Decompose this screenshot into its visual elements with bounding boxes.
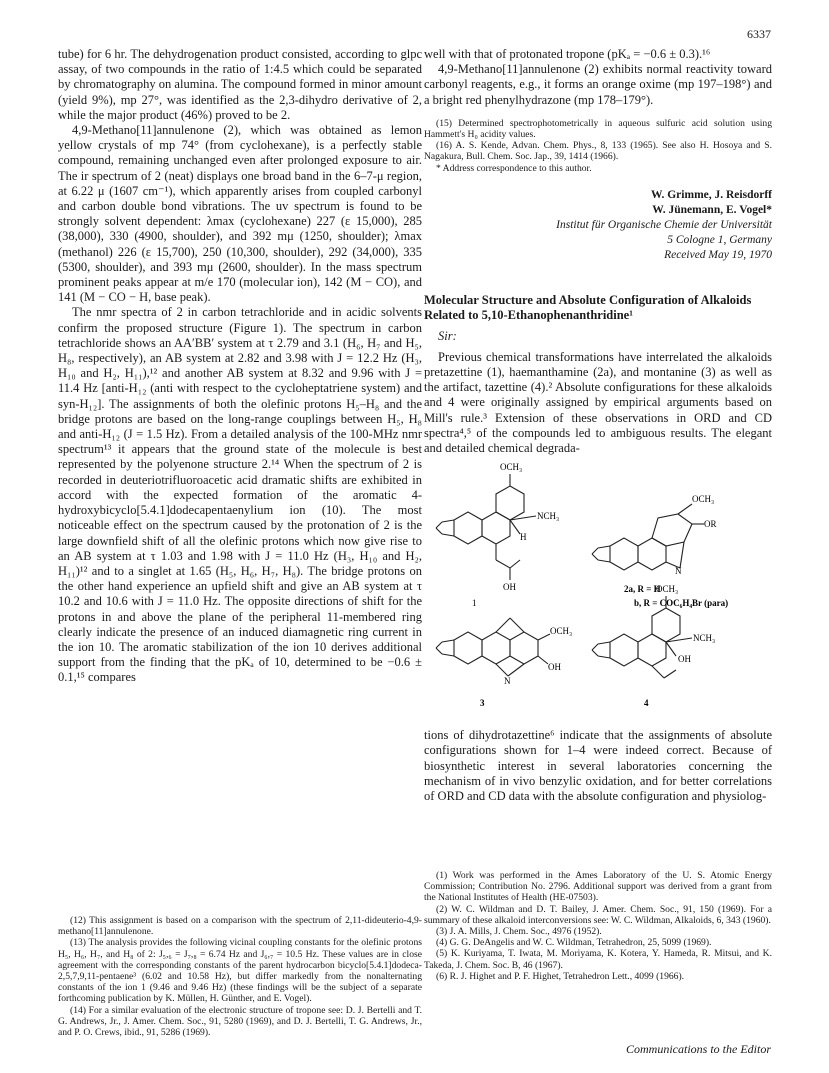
label-och3-3: OCH₃ bbox=[550, 626, 573, 637]
compound-label-4: 4 bbox=[644, 698, 649, 709]
label-oh-4: OH bbox=[678, 654, 691, 665]
chemical-structures-figure bbox=[424, 458, 772, 728]
footnote: (3) J. A. Mills, J. Chem. Soc., 4976 (1952). bbox=[436, 926, 602, 938]
article-title: Molecular Structure and Absolute Configuration of Alkaloids Related to 5,10-Ethanophenanthridine¹ bbox=[424, 292, 752, 322]
label-och3-2: OCH₃ bbox=[692, 494, 715, 505]
institute: Institut für Organische Chemie der Universität bbox=[556, 218, 772, 231]
page-number: 6337 bbox=[747, 27, 771, 41]
footnote: (14) For a similar evaluation of the electronic structure of tropone see: D. J. Bertelli and T. G. Andrews, Jr., J. Amer. Chem. Soc., 91, 5280 (1969), and D. J. Bertelli, T. G. Andrews, Jr., and P. O. Crews, ibid., 91, 5286 (1969). bbox=[58, 1004, 422, 1039]
footnote: (6) R. J. Highet and P. F. Highet, Tetrahedron Lett., 4099 (1966). bbox=[436, 970, 685, 982]
structure-1 bbox=[436, 474, 536, 580]
footnote: (4) G. G. DeAngelis and W. C. Wildman, Tetrahedron, 25, 5099 (1969). bbox=[436, 937, 712, 949]
footnote: (13) The analysis provides the following vicinal coupling constants for the olefinic protons H₅, H₆, H₇, and H₈ of 2: J₅,₆ = J₇,₈ = 6.74 Hz and J₆,₇ = 10.5 Hz. These values are in close agreement with the corresponding constants of the parent hydrocarbon bicyclo[5.4.1]dodeca-2,5,7,9,11-pentaene³ (6.02 and 10.58 Hz), but differ markedly from the nonalternating constants of the ion 1 (9.46 and 9.46 Hz) (these findings will be the subject of a separate forthcoming publication by K. Müllen, H. Günther, and E. Vogel). bbox=[58, 937, 422, 1005]
structure-4 bbox=[592, 596, 692, 678]
label-oh-3: OH bbox=[548, 662, 561, 673]
footnote: (16) A. S. Kende, Advan. Chem. Phys., 8, 133 (1965). See also H. Hosoya and S. Nagakura, Bull. Chem. Soc. Jap., 39, 1414 (1966). bbox=[424, 140, 772, 163]
author-line: W. Jünemann, E. Vogel* bbox=[652, 203, 772, 216]
label-nch3-1: NCH₃ bbox=[537, 511, 560, 522]
left-column bbox=[58, 47, 422, 686]
label-n-3: N bbox=[504, 676, 511, 687]
body-paragraph: 4,9-Methano[11]annulenone (2) exhibits normal reactivity toward carbonyl reagents, e.g., it forms an orange oxime (mp 197–198°) and a bright red phenylhydrazone (mp 178–179°). bbox=[424, 62, 772, 107]
left-footnotes bbox=[58, 915, 422, 1038]
label-och3-4: OCH₃ bbox=[656, 584, 679, 595]
salutation: Sir: bbox=[438, 328, 457, 343]
label-n-2: N bbox=[675, 566, 682, 577]
label-or-2: OR bbox=[704, 519, 717, 530]
body-paragraph: The nmr spectra of 2 in carbon tetrachloride and in acidic solvents confirm the proposed structure (Figure 1). The spectrum in carbon tetrachloride shows an AA′BB′ system at τ 2.79 and 3.1 (H₆, H₇ and H₅, H₈, respectively), an AB system at 2.82 and 3.98 with J = 12.2 Hz (H₃, H₁₀ and H₂, H₁₁),¹² and another AB system at 8.32 and 9.96 with J = 11.4 Hz [anti-H₁₂ (anti with respect to the cycloheptatriene system) and syn-H₁₂]. The assignments of both the olefinic protons H₅–H₈ and the bridge protons are based on the long-range couplings between H₅, H₈ and anti-H₁₂ (J = 1.5 Hz). From a detailed analysis of the 100-MHz nmr spectrum¹³ it appears that the ground state of the molecule is best represented by the polyenone structure 2.¹⁴ When the spectrum of 2 is recorded in deuteriotrifluoroacetic acid dramatic shifts are exhibited in accord with the expected formation of the aromatic 4-hydroxybicyclo[5.4.1]dodecapentaenylium ion (10). The most noticeable effect on the spectrum caused by the protonation of 2 is the large downfield shift of all the olefinic protons which now give rise to an AB system at τ 1.03 and 1.98 with J = 11.0 Hz (H₃, H₁₀ and H₂, H₁₁)¹² and to a singlet at 1.65 (H₅, H₆, H₇, H₈). The bridge protons on the other hand experience an upfield shift and give an AB system at τ 10.2 and 10.6 with J = 11.0 Hz. The opposite directions of shift for the protons in and above the plane of the peripheral 11-membered ring clearly indicate the presence of an induced diamagnetic ring current in the ion 10. The aromatic stabilization of the ion 10 derives additional support from the finding that the pKₐ of 10, determined to be −0.6 ± 0.1,¹⁵ compares bbox=[58, 305, 422, 685]
compound-label-2b: b, R = COC₆H₄Br (para) bbox=[634, 598, 729, 609]
footnote: (1) Work was performed in the Ames Laboratory of the U. S. Atomic Energy Commission; Contribution No. 2796. Additional support was derived from a grant from the National Institutes of Health (HE-07503). bbox=[424, 870, 772, 904]
author-block bbox=[424, 188, 772, 263]
label-h-1: H bbox=[520, 532, 527, 543]
author-line: W. Grimme, J. Reisdorff bbox=[651, 188, 772, 201]
body-paragraph: Previous chemical transformations have interrelated the alkaloids pretazettine (1), haemanthamine (2a), and montanine (3) as well as the artifact, tazettine (4).² Absolute configurations for these alkaloids and 4 were originally assigned by empirical arguments based on Mill's rule.³ Extension of these observations in ORD and CD spectra⁴,⁵ of the compounds led to ambiguous results. The elegant and detailed chemical degrada- bbox=[424, 349, 772, 456]
label-nch3-4: NCH₃ bbox=[693, 633, 716, 644]
page-footer: Communications to the Editor bbox=[626, 1042, 771, 1056]
city: 5 Cologne 1, Germany bbox=[667, 233, 772, 246]
body-paragraph: well with that of protonated tropone (pKₐ = −0.6 ± 0.3).¹⁶ bbox=[424, 47, 711, 61]
structure-3 bbox=[436, 618, 550, 676]
footnote: (15) Determined spectrophotometrically in aqueous sulfuric acid solution using Hammett's H₀ acidity values. bbox=[424, 117, 772, 141]
compound-label-3: 3 bbox=[480, 698, 485, 709]
received-date: Received May 19, 1970 bbox=[664, 248, 772, 261]
body-paragraph: tube) for 6 hr. The dehydrogenation product consisted, according to glpc assay, of two compounds in the ratio of 1:4.5 which could be separated by chromatography on alumina. The compound formed in minor amount (yield 9%), mp 27°, was identified as the 2,3-dihydro derivative of 2, while the major product (46%) proved to be 2. bbox=[58, 47, 422, 122]
footnote: (2) W. C. Wildman and D. T. Bailey, J. Amer. Chem. Soc., 91, 150 (1969). For a summary of these alkaloid interconversions see: W. C. Wildman, Alkaloids, 6, 343 (1960). bbox=[424, 903, 772, 926]
structure-2a bbox=[592, 504, 704, 570]
right-footnotes-top bbox=[424, 118, 772, 174]
footnote: * Address correspondence to this author. bbox=[436, 162, 592, 174]
right-column bbox=[424, 47, 772, 804]
right-footnotes-bottom bbox=[424, 870, 772, 982]
body-paragraph: tions of dihydrotazettine⁶ indicate that the assignments of absolute configurations shown for 1–4 were indeed correct. Because of biosynthetic interest in several laboratories concerning the mechanism of in vivo benzylic oxidation, and for better correlations of ORD and CD data with the absolute configuration and physiolog- bbox=[424, 728, 772, 804]
footnote: (12) This assignment is based on a comparison with the spectrum of 2,11-dideuterio-4,9-methano[11]annulenone. bbox=[58, 915, 422, 938]
body-paragraph: 4,9-Methano[11]annulenone (2), which was obtained as lemon yellow crystals of mp 74° (from cyclohexane), is a perfectly stable compound, remaining unchanged even after prolonged exposure to air. The ir spectrum of 2 (neat) displays one broad band in the 6–7-μ region, at 6.22 μ (1607 cm⁻¹), which apparently arises from coupled carbonyl and carbon double bond vibrations. The uv spectrum is found to be strongly solvent dependent: λmax (cyclohexane) 227 (ε 15,000), 285 (38,000), 330 (4900, shoulder), and 392 mμ (1250, shoulder); λmax (methanol) 226 (ε 15,700), 250 (10,300, shoulder), 292 (34,000), 335 (5300, shoulder), and 393 mμ (2600, shoulder). In the mass spectrum prominent peaks appear at m/e 170 (molecular ion), 142 (M − CO), and 141 (M − CO − H, base peak). bbox=[58, 123, 422, 305]
label-oh-1: OH bbox=[503, 582, 516, 593]
structures-svg bbox=[424, 458, 772, 728]
compound-label-2a: 2a, R = H bbox=[624, 584, 661, 595]
compound-label-1: 1 bbox=[472, 598, 477, 609]
label-och3-1: OCH₃ bbox=[500, 462, 523, 473]
footnote: (5) K. Kuriyama, T. Iwata, M. Moriyama, K. Kotera, Y. Hameda, R. Mitsui, and K. Takeda, J. Chem. Soc. B, 46 (1967). bbox=[424, 948, 772, 971]
